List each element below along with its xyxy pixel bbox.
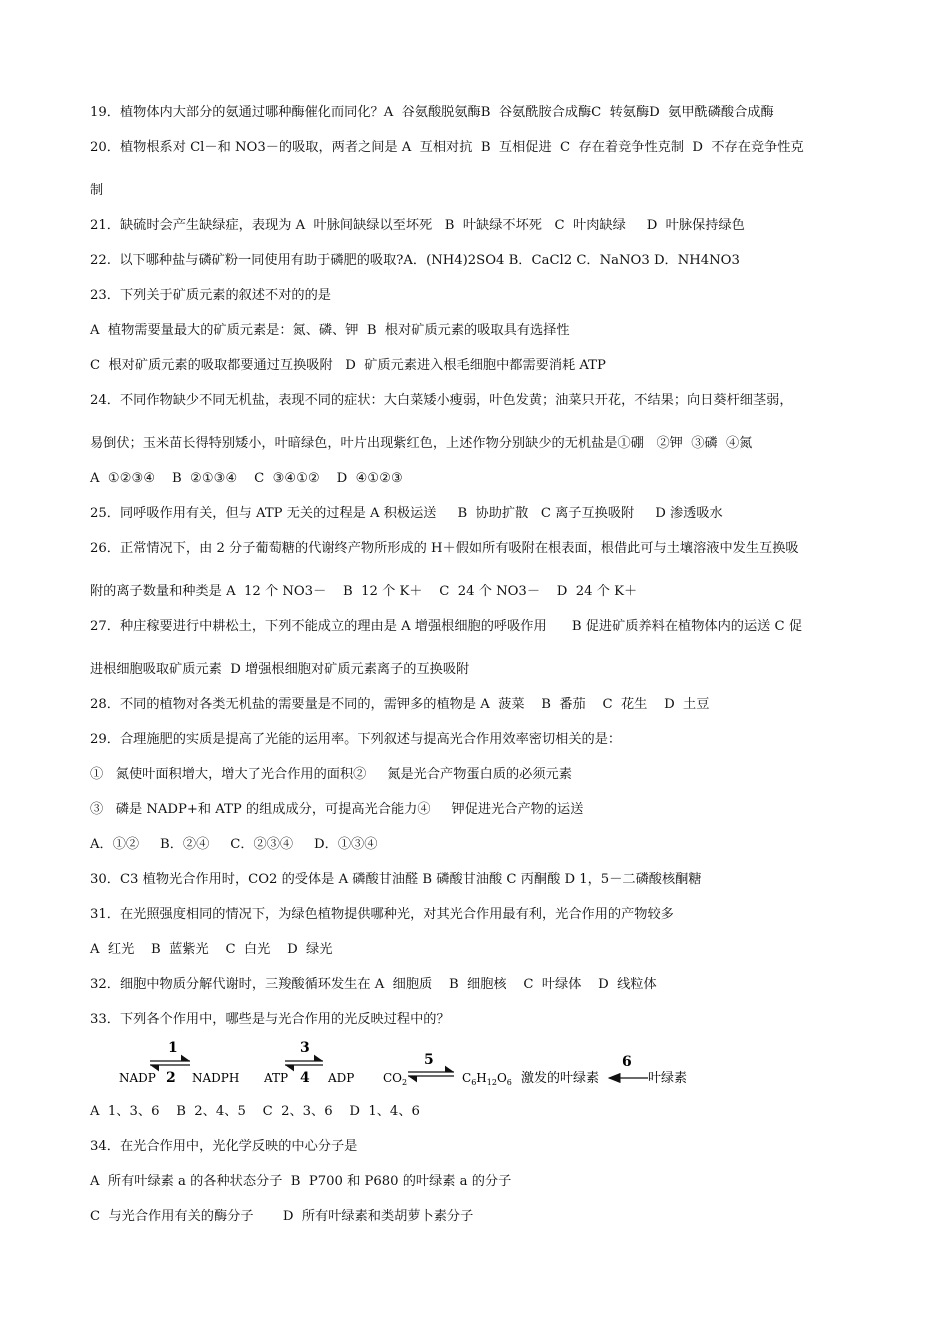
question-29: 29．合理施肥的实质是提高了光能的运用率。下列叙述与提高光合作用效率密切相关的是：: [90, 732, 622, 747]
nadph-label: NADPH: [192, 1071, 240, 1085]
glucose-label: $C_6H_{12}O_6$: [462, 1071, 512, 1087]
question-29-options: A．①② B．②④ C．②③④ D．①③④: [90, 837, 378, 852]
question-33-options: A 1、3、6 B 2、4、5 C 2、3、6 D 1、4、6: [90, 1104, 420, 1119]
question-23-options-cd: C 根对矿质元素的吸取都要通过互换吸附 D 矿质元素进入根毛细胞中都需要消耗 ATP: [90, 358, 606, 373]
question-30: 30．C3 植物光合作用时，CO2 的受体是 A 磷酸甘油醛 B 磷酸甘油酸 C 丙酮酸 D 1，5－二磷酸核酮糖: [90, 872, 702, 887]
question-29-statement-3-4: ③ 磷是 NADP+和 ATP 的组成成分，可提高光合能力④ 钾促进光合产物的运送: [90, 802, 584, 817]
reaction-number-5: 5: [424, 1052, 434, 1068]
chlorophyll-label: 叶绿素: [648, 1071, 688, 1086]
question-26-continued: 附的离子数量和种类是 A 12 个 NO3－ B 12 个 K＋ C 24 个 NO3－ D 24 个 K＋: [90, 584, 638, 599]
question-23: 23．下列关于矿质元素的叙述不对的的是: [90, 288, 331, 303]
co2-label: $CO_2$: [383, 1071, 408, 1087]
reaction-number-2: 2: [166, 1070, 176, 1086]
question-20-continued: 制: [90, 183, 104, 198]
question-32: 32．细胞中物质分解代谢时，三羧酸循环发生在 A 细胞质 B 细胞核 C 叶绿体 D 线粒体: [90, 977, 657, 992]
question-20: 20．植物根系对 Cl－和 NO3－的吸取，两者之间是 A 互相对抗 B 互相促进 C 存在着竞争性克制 D 不存在竞争性克: [90, 140, 804, 155]
question-33: 33．下列各个作用中，哪些是与光合作用的光反映过程中的？: [90, 1012, 450, 1027]
question-23-options-ab: A 植物需要量最大的矿质元素是：氮、磷、钾 B 根对矿质元素的吸取具有选择性: [90, 323, 570, 338]
atp-label: ATP: [264, 1071, 289, 1085]
question-24-continued: 易倒伏；玉米苗长得特别矮小，叶暗绿色，叶片出现紫红色，上述作物分别缺少的无机盐是①硼 ②钾 ③磷 ④氮: [90, 436, 753, 451]
nadp-label: NADP: [119, 1071, 156, 1085]
question-34-options-cd: C 与光合作用有关的酶分子 D 所有叶绿素和类胡萝卜素分子: [90, 1209, 474, 1224]
question-25: 25．同呼吸作用有关，但与 ATP 无关的过程是 A 积极运送 B 协助扩散 C 离子互换吸附 D 渗透吸水: [90, 506, 723, 521]
question-24: 24．不同作物缺少不同无机盐，表现不同的症状：大白菜矮小瘦弱，叶色发黄；油菜只开花，不结果；向日葵杆细茎弱，: [90, 393, 793, 408]
reaction-diagram: [90, 1040, 790, 1090]
question-34-options-ab: A 所有叶绿素 a 的各种状态分子 B P700 和 P680 的叶绿素 a 的分子: [90, 1174, 512, 1189]
question-28: 28．不同的植物对各类无机盐的需要量是不同的，需钾多的植物是 A 菠菜 B 番茄 C 花生 D 土豆: [90, 697, 710, 712]
question-24-options: A ①②③④ B ②①③④ C ③④①② D ④①②③: [90, 471, 403, 486]
question-27-continued: 进根细胞吸取矿质元素 D 增强根细胞对矿质元素离子的互换吸附: [90, 662, 470, 677]
adp-label: ADP: [328, 1071, 355, 1085]
question-26: 26．正常情况下，由 2 分子葡萄糖的代谢终产物所形成的 H＋假如所有吸附在根表面，根借此可与土壤溶液中发生互换吸: [90, 541, 799, 556]
question-22: 22. 以下哪种盐与磷矿粉一同使用有助于磷肥的吸取?A．(NH4)2SO4 B．CaCl2 C．NaNO3 D．NH4NO3: [90, 253, 740, 268]
question-31: 31．在光照强度相同的情况下，为绿色植物提供哪种光，对其光合作用最有利，光合作用的产物较多: [90, 907, 674, 922]
question-27: 27．种庄稼要进行中耕松土，下列不能成立的理由是 A 增强根细胞的呼吸作用 B 促进矿质养料在植物体内的运送 C 促: [90, 619, 803, 634]
question-19: 19．植物体内大部分的氨通过哪种酶催化而同化？A 谷氨酸脱氨酶B 谷氨酰胺合成酶C 转氨酶D 氨甲酰磷酸合成酶: [90, 105, 774, 120]
excited-chlorophyll-label: 激发的叶绿素: [521, 1071, 600, 1086]
question-29-statement-1-2: ① 氮使叶面积增大，增大了光合作用的面积② 氮是光合产物蛋白质的必须元素: [90, 767, 572, 782]
question-34: 34．在光合作用中，光化学反映的中心分子是: [90, 1139, 358, 1154]
reaction-number-1: 1: [168, 1040, 178, 1056]
reaction-diagram-svg: [90, 1040, 790, 1090]
question-31-options: A 红光 B 蓝紫光 C 白光 D 绿光: [90, 942, 333, 957]
reaction-number-4: 4: [300, 1070, 310, 1086]
question-21: 21．缺硫时会产生缺绿症，表现为 A 叶脉间缺绿以至坏死 B 叶缺绿不坏死 C 叶肉缺绿 D 叶脉保持绿色: [90, 218, 745, 233]
reaction-number-3: 3: [300, 1040, 310, 1056]
reaction-number-6: 6: [622, 1054, 632, 1070]
